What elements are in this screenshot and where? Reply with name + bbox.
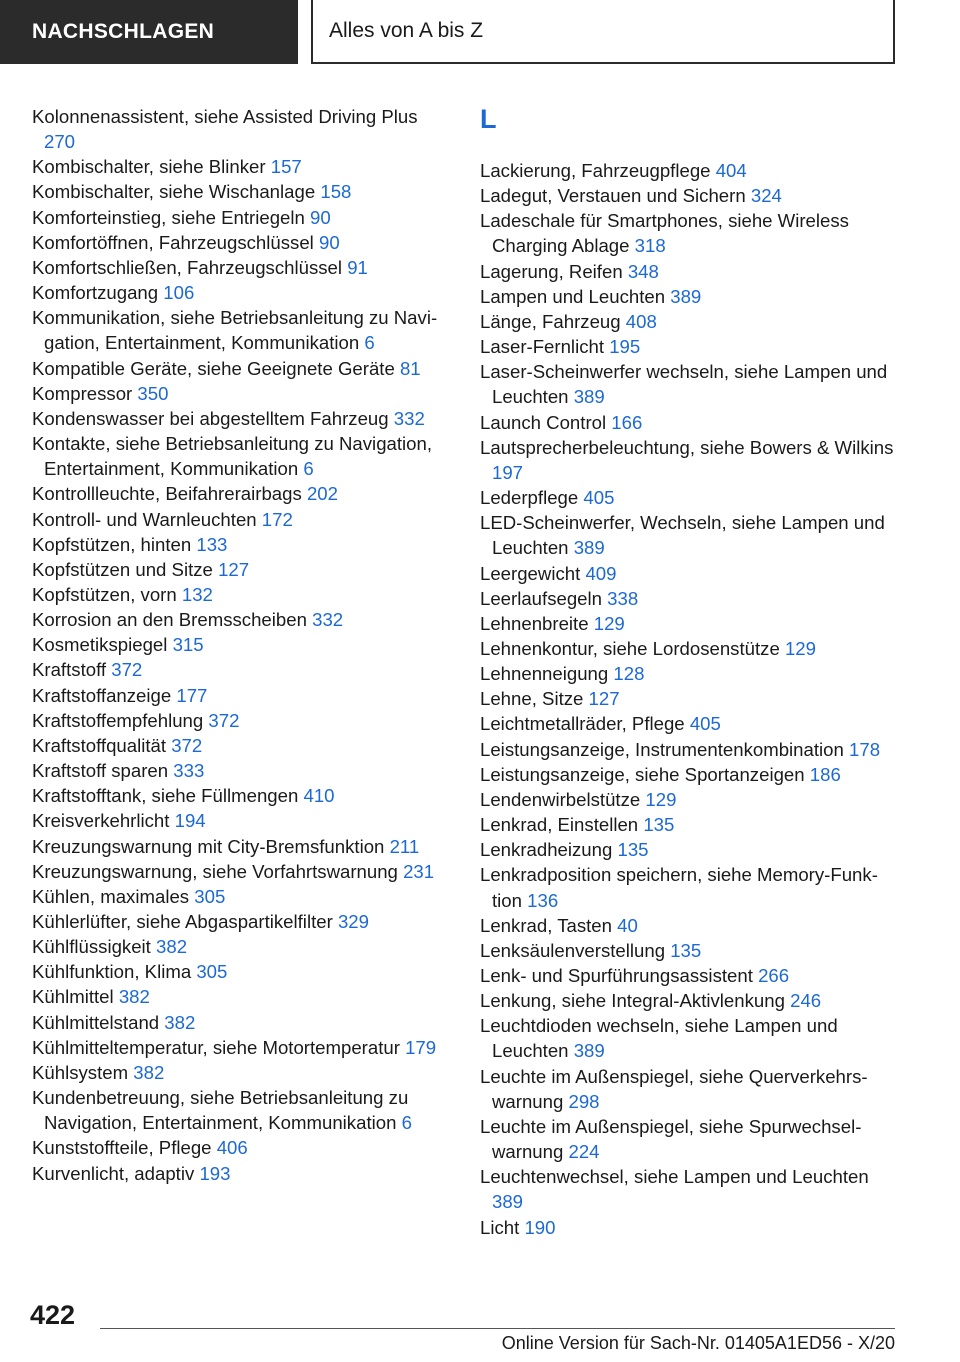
page-reference-link[interactable]: 389 [573,537,605,559]
page-reference-link[interactable]: 6 [401,1112,412,1134]
index-entry-term: Lenkrad, Tasten [480,914,612,936]
page-reference-link[interactable]: 382 [164,1011,196,1033]
footer-edition-text: Online Version für Sach-Nr. 01405A1ED56 - X/20 [501,1333,895,1353]
index-entry [480,410,900,435]
index-entry-term: Kreuzungswarnung, siehe Vorfahrtswarnung [32,860,398,882]
index-entry-term: Leuchte im Außenspiegel, siehe Spurwechselwarnung [480,1115,862,1163]
chapter-title-tab: Alles von A bis Z [311,0,895,64]
index-entry-term: Lendenwirbelstütze [480,788,641,810]
index-entry [480,762,900,787]
page-reference-link[interactable]: 329 [337,911,369,932]
page-reference-link[interactable]: 90 [318,231,340,253]
index-entry-term: Kühlfunktion, Klima [32,961,192,983]
page-reference-link[interactable]: 408 [625,310,657,332]
page-reference-link[interactable]: 350 [137,382,169,404]
index-entry [32,255,452,280]
page-reference-link[interactable]: 133 [196,533,228,555]
index-entry-term: Leistungsanzeige, Instrumentenkombination [480,738,844,760]
index-entry [480,812,900,837]
index-entry-term: Kombischalter, siehe Blinker [32,156,266,178]
index-entry-term: Komfortzugang [32,282,159,304]
index-entry-term: Lehnenneigung [480,663,609,685]
index-entry [480,837,900,862]
page-reference-link[interactable]: 324 [750,185,782,207]
index-entry-term: Lenkung, siehe Integral-Aktivlenkung [480,990,785,1012]
page-reference-link[interactable]: 40 [617,914,638,936]
page-reference-link[interactable]: 178 [849,738,881,760]
page-reference-link[interactable]: 129 [593,612,625,634]
page-reference-link[interactable]: 127 [588,688,620,710]
index-entry-term: Ladegut, Verstauen und Sichern [480,185,746,207]
index-entry [480,938,900,963]
index-entry-term: Komforteinstieg, siehe Entriegeln [32,206,305,228]
index-entry-term: Leerlaufsegeln [480,587,602,609]
section-tab: NACHSCHLAGEN [0,0,298,64]
index-entry [32,1085,452,1135]
page-reference-link[interactable]: 318 [634,235,666,257]
index-entry-term: Kühlflüssigkeit [32,936,151,958]
index-entry [480,988,900,1013]
index-entry [480,787,900,812]
page-reference-link[interactable]: 90 [310,206,331,228]
index-entry-term: Lederpflege [480,487,579,509]
index-entry [32,708,452,733]
index-entry [32,657,452,682]
page-reference-link[interactable]: 179 [405,1036,437,1058]
index-entry-term: Leuchtenwechsel, siehe Lampen und Leuchten [480,1166,869,1188]
index-entry-term: Kombischalter, siehe Wischanlage [32,181,316,203]
index-entry-term: Kontroll- und Warnleuchten [32,508,257,530]
page-reference-link[interactable]: 410 [303,785,335,807]
index-entry [480,435,900,485]
page-reference-link[interactable]: 298 [568,1090,600,1112]
index-entry-term: Kraftstoffanzeige [32,684,172,706]
index-entry-term: Kühlmitteltemperatur, siehe Motortemperatur [32,1036,400,1058]
index-entry [32,205,452,230]
index-entry-term: Kosmetikspiegel [32,634,168,656]
page-reference-link[interactable]: 389 [492,1191,524,1213]
index-entry [480,862,900,912]
index-entry-term: Kraftstoff sparen [32,760,169,782]
index-entry-term: Kopfstützen, hinten [32,533,192,555]
page-reference-link[interactable]: 132 [181,583,213,605]
index-entry [32,154,452,179]
index-entry [32,557,452,582]
footer-divider [100,1328,895,1329]
page-reference-link[interactable]: 405 [689,713,721,735]
page-reference-link[interactable]: 382 [156,936,188,958]
index-entry [480,1215,900,1240]
index-entry [480,686,900,711]
index-entry [480,661,900,686]
index-entry [32,582,452,607]
index-entry [32,607,452,632]
index-entry [32,934,452,959]
index-entry-term: Kommunikation, siehe Betriebsanleitung zu Navigation, Entertainment, Kommunikation [32,307,438,354]
page-reference-link[interactable]: 389 [670,285,702,307]
index-entry-term: Lehnenbreite [480,612,589,634]
page-reference-link[interactable]: 246 [790,990,822,1012]
index-entry-term: LED-Scheinwerfer, Wechseln, siehe Lampen und Leuchten [480,512,885,559]
index-entry-term: Lehnenkontur, siehe Lordosenstütze [480,637,780,659]
index-entry-term: Kraftstofftank, siehe Füllmengen [32,785,299,807]
index-entry-term: Kompressor [32,382,133,404]
page-reference-link[interactable]: 202 [306,483,338,505]
index-entry-term: Laser-Scheinwerfer wechseln, siehe Lampen und Leuchten [480,361,888,408]
index-entry [32,280,452,305]
page-reference-link[interactable]: 190 [524,1216,556,1238]
index-entry-term: Lackierung, Fahrzeugpflege [480,160,711,181]
index-entry-term: Leuchtdioden wechseln, siehe Lampen und Leuchten [480,1015,838,1062]
page-reference-link[interactable]: 382 [133,1061,165,1083]
page-reference-link[interactable]: 194 [174,810,206,832]
page-reference-link[interactable]: 136 [527,889,559,911]
index-entry [32,984,452,1009]
index-entry [32,356,452,381]
index-entry-term: Komfortöffnen, Fahrzeugschlüssel [32,231,314,253]
index-entry-term: Kreuzungswarnung mit City-Bremsfunktion [32,835,385,857]
index-entry [32,859,452,884]
page-reference-link[interactable]: 129 [645,788,677,810]
page-reference-link[interactable]: 135 [643,814,675,836]
index-entry [32,406,452,431]
page-reference-link[interactable]: 409 [585,562,617,584]
index-entry-term: Lagerung, Reifen [480,260,623,282]
index-column-left [32,104,452,1186]
page-reference-link[interactable]: 270 [44,131,76,153]
index-entry [480,1013,900,1063]
index-entry [32,179,452,204]
page-reference-link[interactable]: 157 [270,156,302,178]
index-entry [32,481,452,506]
page-reference-link[interactable]: 372 [171,734,203,756]
index-entry [480,963,900,988]
index-entry-term: Kunststoffteile, Pflege [32,1137,212,1159]
page-reference-link[interactable]: 177 [176,684,208,706]
page-reference-link[interactable]: 231 [403,860,435,882]
index-entry [32,808,452,833]
index-entry [32,230,452,255]
index-column-right [480,104,900,1240]
index-entry [480,1164,900,1214]
index-entries-l [480,158,900,1240]
index-entry-term: Laser-Fernlicht [480,336,605,358]
page-reference-link[interactable]: 305 [196,961,228,983]
index-entry [32,1135,452,1160]
index-entry-term: Kühlerlüfter, siehe Abgaspartikelfilter [32,911,333,932]
index-entry [480,284,900,309]
page-reference-link[interactable]: 338 [607,587,639,609]
index-entry [32,431,452,481]
page-reference-link[interactable]: 128 [613,663,645,685]
page-reference-link[interactable]: 305 [194,885,226,907]
index-entry-term: Kundenbetreuung, siehe Betriebsanleitung zu Navigation, Entertainment, Kommunikation [32,1087,409,1134]
page-reference-link[interactable]: 106 [163,282,195,304]
index-entry [480,485,900,510]
index-entry [32,1161,452,1186]
index-entry [32,632,452,657]
page-reference-link[interactable]: 172 [261,508,293,530]
page-reference-link[interactable]: 129 [784,637,816,659]
page-reference-link[interactable]: 81 [399,357,421,379]
index-entry [32,305,452,355]
index-entry [480,309,900,334]
index-entry-term: Kühlmittelstand [32,1011,160,1033]
index-entry-term: Licht [480,1216,520,1238]
index-entry-term: Launch Control [480,411,607,433]
index-entry-term: Kompatible Geräte, siehe Geeignete Geräte [32,357,395,379]
index-entry-term: Leergewicht [480,562,581,584]
page-reference-link[interactable]: 332 [312,609,344,631]
index-entry [480,1064,900,1114]
index-entry-term: Kraftstoff [32,659,107,681]
index-entry [32,1060,452,1085]
index-entry-term: Länge, Fahrzeug [480,310,621,332]
index-entry-term: Kolonnenassistent, siehe Assisted Driving Plus [32,106,418,127]
index-entry [32,783,452,808]
index-entry [32,532,452,557]
index-entry-term: Kurvenlicht, adaptiv [32,1162,195,1184]
page-reference-link[interactable]: 135 [617,839,649,861]
page-reference-link[interactable]: 372 [111,659,143,681]
index-letter-heading: L [480,104,497,134]
index-entry-term: Kopfstützen und Sitze [32,558,213,580]
page-reference-link[interactable]: 266 [758,965,790,986]
page-reference-link[interactable]: 186 [809,763,841,785]
index-entry [480,586,900,611]
index-entry [480,711,900,736]
page-reference-link[interactable]: 6 [303,458,314,480]
index-entry [480,259,900,284]
index-entry [480,158,900,183]
index-entry [480,183,900,208]
page-reference-link[interactable]: 333 [173,760,205,782]
index-entry [32,104,452,154]
index-entry-term: Kontakte, siehe Betriebsanleitung zu Navigation, Entertainment, Kommunikation [32,433,433,480]
index-entry-term: Kraftstoffempfehlung [32,709,204,731]
index-entry-term: Lampen und Leuchten [480,285,666,307]
page-reference-link[interactable]: 348 [627,260,659,282]
page-reference-link[interactable]: 224 [568,1141,600,1163]
page-reference-link[interactable]: 158 [320,181,352,203]
page-reference-link[interactable]: 135 [670,939,702,961]
page-header [0,0,960,66]
page-reference-link[interactable]: 406 [216,1137,248,1159]
index-entry [32,959,452,984]
page-reference-link[interactable]: 127 [218,558,250,580]
index-entry [480,636,900,661]
index-entry [32,1035,452,1060]
index-entry [32,834,452,859]
page-reference-link[interactable]: 332 [393,407,425,429]
index-entry [32,758,452,783]
index-entry-term: Lenkradposition speichern, siehe Memory-Funktion [480,864,878,911]
index-entry-term: Leuchte im Außenspiegel, siehe Querverkehrswarnung [480,1065,868,1112]
index-entry [32,909,452,934]
page-reference-link[interactable]: 197 [492,461,524,483]
index-entry-term: Lenk- und Spurführungsassistent [480,965,753,986]
index-entry-term: Leichtmetallräder, Pflege [480,713,685,735]
index-entry-term: Lehne, Sitze [480,688,584,710]
page-reference-link[interactable]: 6 [364,332,375,354]
index-entry [32,683,452,708]
page-reference-link[interactable]: 405 [583,487,615,509]
page-reference-link[interactable]: 315 [172,634,204,656]
page-reference-link[interactable]: 404 [715,160,747,181]
index-entry-term: Kühlen, maximales [32,885,190,907]
index-entry [32,884,452,909]
index-entry-term: Kraftstoffqualität [32,734,167,756]
page-reference-link[interactable]: 389 [573,386,605,408]
page-reference-link[interactable]: 195 [609,336,641,358]
index-entry-term: Kreisverkehrlicht [32,810,170,832]
page-reference-link[interactable]: 91 [347,256,368,278]
page-reference-link[interactable]: 166 [611,411,643,433]
index-entry-term: Lautsprecherbeleuchtung, siehe Bowers & Wilkins [480,436,894,458]
page-number: 422 [30,1300,76,1330]
index-entry [480,561,900,586]
page-reference-link[interactable]: 382 [118,986,150,1008]
index-entry [32,507,452,532]
index-entry-term: Korrosion an den Bremsscheiben [32,609,307,631]
index-entry [480,359,900,409]
index-entry [32,381,452,406]
page-reference-link[interactable]: 389 [573,1040,605,1062]
index-entry-term: Kühlmittel [32,986,114,1008]
index-entry-term: Ladeschale für Smartphones, siehe Wireless Charging Ablage [480,210,849,257]
index-entry-term: Kontrollleuchte, Beifahrerairbags [32,483,302,505]
index-entry-term: Leistungsanzeige, siehe Sportanzeigen [480,763,805,785]
index-entry [480,1114,900,1164]
index-entry [480,913,900,938]
index-entry [480,510,900,560]
index-entry [32,1010,452,1035]
index-entry-term: Kopfstützen, vorn [32,583,177,605]
index-entry-term: Lenkradheizung [480,839,613,861]
index-entry [480,611,900,636]
page-reference-link[interactable]: 211 [389,835,420,857]
index-entry-term: Lenkrad, Einstellen [480,814,639,836]
index-entry-term: Lenksäulenverstellung [480,939,666,961]
index-entry [32,733,452,758]
index-entry [480,737,900,762]
index-entry [480,208,900,258]
index-entry [480,334,900,359]
index-entry-term: Kondenswasser bei abgestelltem Fahrzeug [32,407,389,429]
page-reference-link[interactable]: 193 [199,1162,231,1184]
index-entry-term: Komfortschließen, Fahrzeugschlüssel [32,256,343,278]
index-entry-term: Kühlsystem [32,1061,129,1083]
page-reference-link[interactable]: 372 [208,709,240,731]
